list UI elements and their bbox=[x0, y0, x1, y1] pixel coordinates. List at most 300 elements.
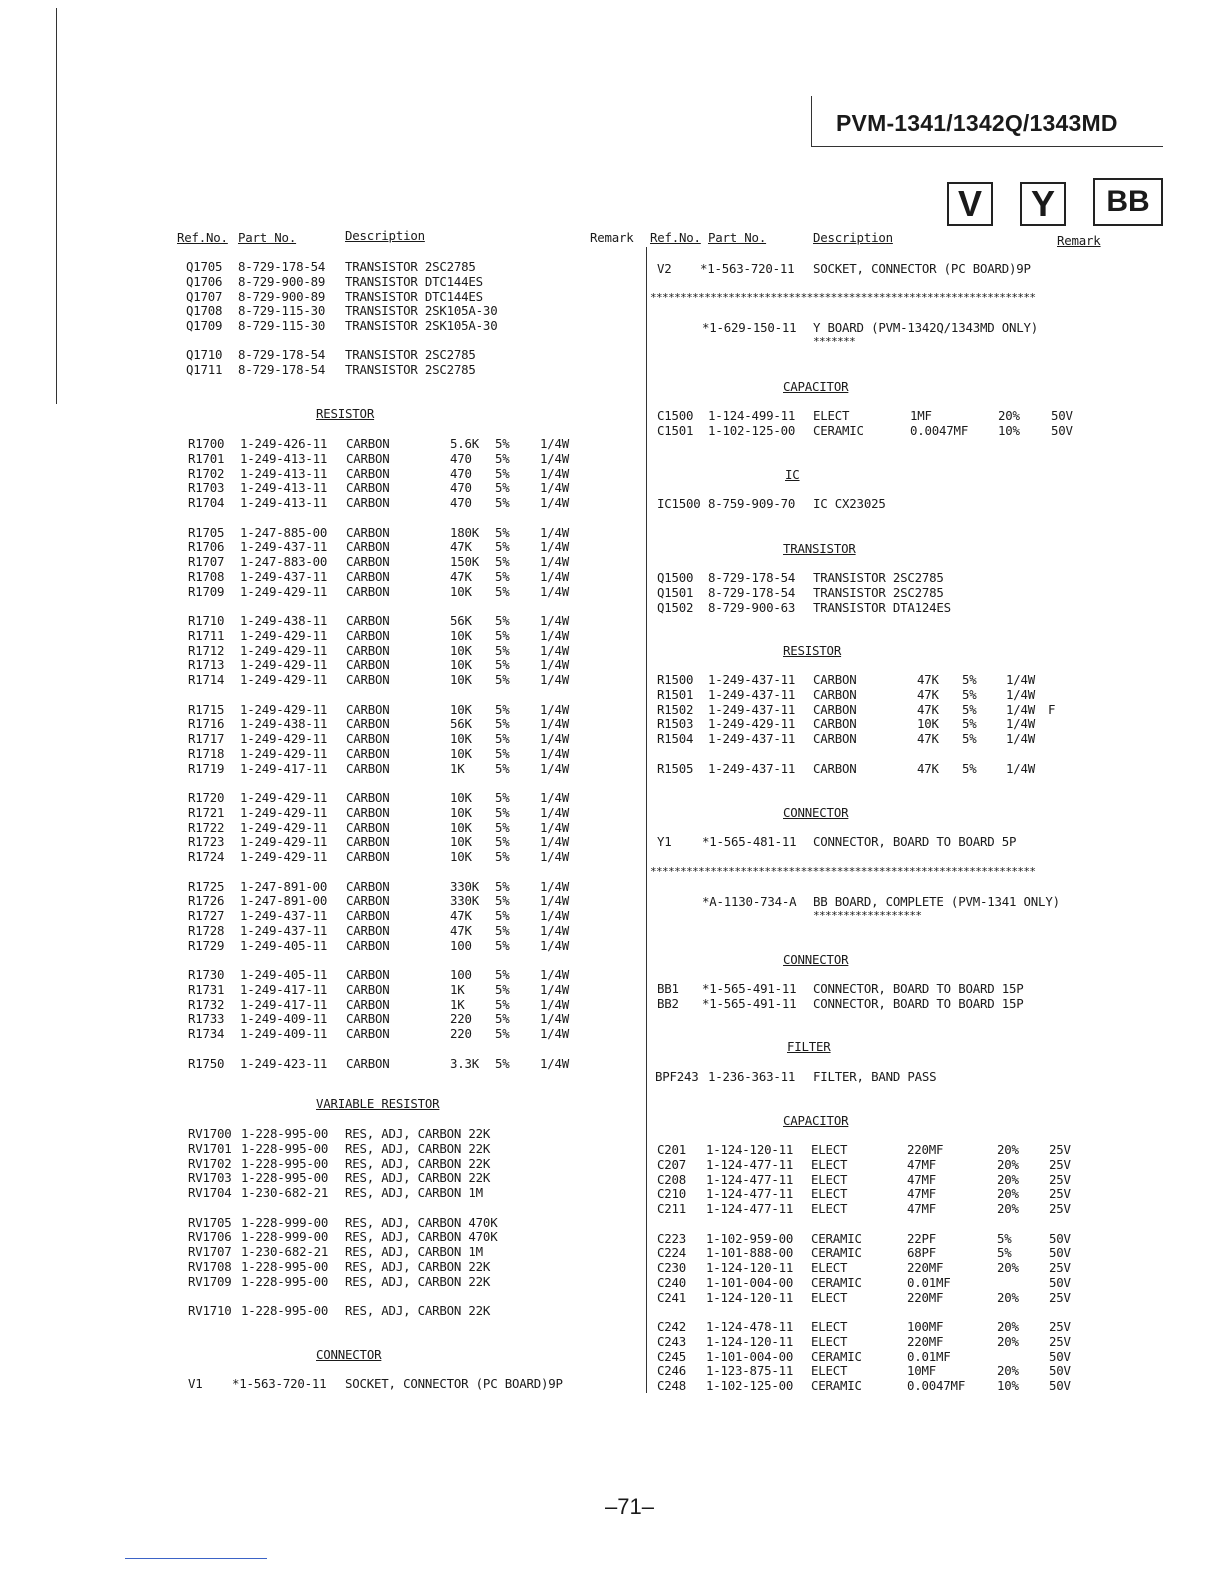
part-value: 10K bbox=[450, 701, 472, 717]
part-description: CARBON bbox=[346, 1026, 390, 1042]
part-value: 220MF bbox=[907, 1260, 944, 1276]
part-description: CERAMIC bbox=[811, 1245, 862, 1261]
part-value: 10K bbox=[450, 731, 472, 747]
part-description: RES, ADJ, CARBON 1M bbox=[345, 1244, 483, 1260]
part-number: 1-249-413-11 bbox=[240, 465, 328, 481]
part-tolerance: 5% bbox=[495, 627, 510, 643]
part-ref: C242 bbox=[657, 1319, 687, 1334]
part-number: 1-249-437-11 bbox=[708, 761, 796, 776]
part-number: 1-249-417-11 bbox=[240, 981, 328, 997]
part-number: 8-729-900-89 bbox=[238, 288, 326, 304]
part-rating: 25V bbox=[1049, 1171, 1071, 1187]
part-rating: 50V bbox=[1049, 1230, 1071, 1246]
part-ref: R1723 bbox=[188, 834, 225, 850]
part-ref: C230 bbox=[657, 1260, 687, 1276]
part-ref: R1714 bbox=[188, 672, 225, 688]
part-tolerance: 5% bbox=[495, 1011, 510, 1027]
part-number: 1-101-004-00 bbox=[706, 1274, 794, 1290]
page-number: –71– bbox=[605, 1494, 654, 1519]
header-rule bbox=[811, 146, 1163, 147]
part-number: 1-124-120-11 bbox=[706, 1260, 794, 1276]
part-number: *1-565-491-11 bbox=[702, 995, 797, 1011]
part-tolerance: 5% bbox=[495, 893, 510, 909]
part-description: CERAMIC bbox=[811, 1274, 862, 1290]
part-description: CONNECTOR, BOARD TO BOARD 15P bbox=[813, 981, 1024, 996]
part-description: CARBON bbox=[346, 731, 390, 747]
part-description: TRANSISTOR DTC144ES bbox=[345, 273, 483, 289]
part-number: 1-249-405-11 bbox=[240, 967, 328, 982]
part-ref: R1722 bbox=[188, 819, 225, 835]
part-number: 1-249-429-11 bbox=[240, 642, 328, 658]
part-ref: R1702 bbox=[188, 465, 225, 481]
part-ref: RV1708 bbox=[188, 1258, 232, 1274]
part-description: ELECT bbox=[811, 1201, 848, 1217]
part-ref: R1731 bbox=[188, 981, 225, 997]
part-description: CERAMIC bbox=[811, 1348, 862, 1364]
part-description: ELECT bbox=[813, 408, 850, 423]
part-description: RES, ADJ, CARBON 470K bbox=[345, 1214, 498, 1230]
part-value: 0.0047MF bbox=[907, 1378, 966, 1394]
part-rating: 1/4W bbox=[540, 878, 570, 894]
part-rating: 1/4W bbox=[540, 436, 570, 451]
part-number: 1-124-477-11 bbox=[706, 1201, 794, 1217]
part-tolerance: 20% bbox=[997, 1333, 1019, 1349]
part-rating: 1/4W bbox=[1006, 686, 1036, 702]
part-description: ELECT bbox=[811, 1171, 848, 1187]
part-description: CARBON bbox=[346, 790, 390, 805]
part-value: 47K bbox=[450, 568, 472, 584]
part-rating: 25V bbox=[1049, 1142, 1071, 1157]
part-description: TRANSISTOR 2SC2785 bbox=[813, 570, 944, 585]
part-ref: R1712 bbox=[188, 642, 225, 658]
part-value: 1MF bbox=[910, 408, 932, 423]
part-ref: R1715 bbox=[188, 701, 225, 717]
part-description: CARBON bbox=[813, 761, 857, 776]
part-rating: 1/4W bbox=[540, 524, 570, 540]
part-ref: Q1710 bbox=[186, 347, 223, 362]
part-ref: V2 bbox=[657, 261, 672, 276]
part-rating: 1/4W bbox=[540, 539, 570, 555]
part-tolerance: 5% bbox=[495, 450, 510, 466]
part-tolerance: 5% bbox=[495, 1026, 510, 1042]
part-number: 1-123-875-11 bbox=[706, 1363, 794, 1379]
section-title-connector: CONNECTOR bbox=[316, 1347, 382, 1362]
part-ref: C248 bbox=[657, 1378, 687, 1394]
part-value: 330K bbox=[450, 878, 480, 894]
part-value: 1K bbox=[450, 760, 465, 776]
part-ref: R1730 bbox=[188, 967, 225, 982]
header-bar bbox=[811, 96, 812, 146]
part-description: CARBON bbox=[346, 524, 390, 540]
part-description: CARBON bbox=[346, 613, 390, 628]
part-value: 10K bbox=[450, 804, 472, 820]
part-ref: R1704 bbox=[188, 495, 225, 511]
part-tolerance: 20% bbox=[997, 1289, 1019, 1305]
model-title: PVM-1341/1342Q/1343MD bbox=[836, 110, 1118, 136]
part-ref: R1720 bbox=[188, 790, 225, 805]
part-rating: 1/4W bbox=[1006, 716, 1036, 732]
part-number: 1-247-885-00 bbox=[240, 524, 328, 540]
part-number: 1-249-429-11 bbox=[708, 716, 796, 732]
part-value: 68PF bbox=[907, 1245, 937, 1261]
part-ref: C245 bbox=[657, 1348, 687, 1364]
part-ref: R1705 bbox=[188, 524, 225, 540]
part-ref: R1729 bbox=[188, 937, 225, 953]
part-number: 8-729-115-30 bbox=[238, 303, 326, 319]
part-number: 1-228-995-00 bbox=[241, 1273, 329, 1289]
part-value: 47MF bbox=[907, 1156, 937, 1172]
part-description: IC CX23025 bbox=[813, 496, 886, 511]
part-number: 1-249-437-11 bbox=[240, 908, 328, 924]
part-tolerance: 10% bbox=[997, 1378, 1019, 1394]
part-tolerance: 5% bbox=[495, 539, 510, 555]
part-description: ELECT bbox=[811, 1260, 848, 1276]
part-number: 1-102-125-00 bbox=[708, 422, 796, 438]
part-value: 10K bbox=[450, 745, 472, 761]
part-rating: 25V bbox=[1049, 1289, 1071, 1305]
part-value: 470 bbox=[450, 450, 472, 466]
part-tolerance: 5% bbox=[495, 937, 510, 953]
part-number: 1-124-120-11 bbox=[706, 1289, 794, 1305]
part-description: CARBON bbox=[346, 539, 390, 555]
part-rating: 1/4W bbox=[540, 627, 570, 643]
part-tolerance: 5% bbox=[495, 524, 510, 540]
part-rating: 1/4W bbox=[540, 849, 570, 865]
part-number: 1-249-437-11 bbox=[240, 539, 328, 555]
part-rating: 1/4W bbox=[540, 908, 570, 924]
part-ref: R1750 bbox=[188, 1055, 225, 1071]
part-value: 10K bbox=[450, 642, 472, 658]
part-tolerance: 20% bbox=[998, 408, 1020, 423]
part-ref: Q1707 bbox=[186, 288, 223, 304]
badge-v-label: V bbox=[957, 183, 982, 224]
part-rating: 1/4W bbox=[540, 642, 570, 658]
part-ref: Q1711 bbox=[186, 361, 223, 377]
part-number: 1-249-429-11 bbox=[240, 657, 328, 673]
part-rating: 1/4W bbox=[540, 893, 570, 909]
part-number: 1-249-437-11 bbox=[708, 686, 796, 702]
separator-stars: **************************************************************** bbox=[650, 865, 1036, 878]
part-rating: 1/4W bbox=[540, 731, 570, 747]
part-tolerance: 5% bbox=[495, 981, 510, 997]
part-number: 1-228-995-00 bbox=[241, 1170, 329, 1186]
part-ref: R1733 bbox=[188, 1011, 225, 1027]
part-tolerance: 5% bbox=[962, 716, 977, 732]
part-tolerance: 20% bbox=[997, 1171, 1019, 1187]
part-description: CARBON bbox=[346, 937, 390, 953]
part-rating: 1/4W bbox=[540, 583, 570, 599]
part-number: 1-249-429-11 bbox=[240, 790, 328, 805]
part-number: 1-249-405-11 bbox=[240, 937, 328, 953]
part-description: RES, ADJ, CARBON 22K bbox=[345, 1303, 491, 1318]
part-description: CERAMIC bbox=[811, 1378, 862, 1394]
part-tolerance: 20% bbox=[997, 1201, 1019, 1217]
part-ref: R1725 bbox=[188, 878, 225, 894]
part-description: CARBON bbox=[346, 878, 390, 894]
part-description: CARBON bbox=[346, 1011, 390, 1027]
right-col-desc: Description bbox=[813, 230, 893, 245]
part-number: 1-230-682-21 bbox=[241, 1244, 329, 1260]
part-description: CARBON bbox=[813, 672, 857, 687]
part-description: CARBON bbox=[346, 642, 390, 658]
part-description: CARBON bbox=[346, 981, 390, 997]
part-ref: R1709 bbox=[188, 583, 225, 599]
part-number: 8-729-115-30 bbox=[238, 318, 326, 334]
part-description: CERAMIC bbox=[813, 422, 864, 438]
part-tolerance: 5% bbox=[997, 1245, 1012, 1261]
part-value: 220 bbox=[450, 1011, 472, 1027]
part-value: 0.0047MF bbox=[910, 422, 969, 438]
part-rating: 25V bbox=[1049, 1260, 1071, 1276]
part-value: 100 bbox=[450, 937, 472, 953]
part-ref: R1710 bbox=[188, 613, 225, 628]
part-number: 1-228-995-00 bbox=[241, 1126, 329, 1141]
part-ref: R1700 bbox=[188, 436, 225, 451]
part-description: CARBON bbox=[813, 701, 857, 717]
part-tolerance: 5% bbox=[962, 672, 977, 687]
part-number: *1-565-481-11 bbox=[702, 834, 797, 849]
part-value: 1K bbox=[450, 996, 465, 1012]
board-description: Y BOARD (PVM-1342Q/1343MD ONLY) bbox=[813, 320, 1039, 335]
part-ref: RV1703 bbox=[188, 1170, 232, 1186]
part-description: ELECT bbox=[811, 1186, 848, 1202]
part-rating: 1/4W bbox=[540, 819, 570, 835]
part-number: 1-101-004-00 bbox=[706, 1348, 794, 1364]
part-description: RES, ADJ, CARBON 22K bbox=[345, 1170, 491, 1186]
part-tolerance: 20% bbox=[997, 1363, 1019, 1379]
part-rating: 1/4W bbox=[540, 568, 570, 584]
part-tolerance: 5% bbox=[495, 922, 510, 938]
part-number: 8-729-900-63 bbox=[708, 599, 796, 615]
part-tolerance: 5% bbox=[495, 745, 510, 761]
part-ref: Q1500 bbox=[657, 570, 694, 585]
part-ref: RV1701 bbox=[188, 1140, 232, 1156]
part-value: 0.01MF bbox=[907, 1274, 951, 1290]
section-title-connector: CONNECTOR bbox=[783, 952, 849, 967]
part-ref: R1713 bbox=[188, 657, 225, 673]
part-ref: R1721 bbox=[188, 804, 225, 820]
part-rating: 1/4W bbox=[540, 657, 570, 673]
section-title-ic: IC bbox=[785, 467, 800, 482]
part-description: CARBON bbox=[346, 568, 390, 584]
part-description: SOCKET, CONNECTOR (PC BOARD)9P bbox=[813, 261, 1031, 276]
part-value: 22PF bbox=[907, 1230, 937, 1246]
part-tolerance: 5% bbox=[495, 834, 510, 850]
part-value: 220MF bbox=[907, 1289, 944, 1305]
part-description: RES, ADJ, CARBON 22K bbox=[345, 1155, 491, 1171]
part-rating: 1/4W bbox=[540, 613, 570, 628]
part-ref: Q1706 bbox=[186, 273, 223, 289]
section-title-transistor: TRANSISTOR bbox=[783, 541, 856, 556]
part-value: 470 bbox=[450, 495, 472, 511]
part-value: 56K bbox=[450, 613, 472, 628]
part-description: CARBON bbox=[346, 804, 390, 820]
part-tolerance: 5% bbox=[495, 1055, 510, 1071]
part-tolerance: 5% bbox=[495, 878, 510, 894]
part-rating: 50V bbox=[1049, 1363, 1071, 1379]
part-number: 1-249-429-11 bbox=[240, 745, 328, 761]
part-number: 1-249-423-11 bbox=[240, 1055, 328, 1071]
part-rating: 1/4W bbox=[540, 996, 570, 1012]
left-col-desc: Description bbox=[345, 228, 425, 243]
part-tolerance: 5% bbox=[495, 554, 510, 570]
part-description: RES, ADJ, CARBON 22K bbox=[345, 1126, 491, 1141]
part-tolerance: 5% bbox=[495, 701, 510, 717]
part-description: CONNECTOR, BOARD TO BOARD 5P bbox=[813, 834, 1017, 849]
part-description: TRANSISTOR 2SC2785 bbox=[345, 347, 476, 362]
part-description: RES, ADJ, CARBON 22K bbox=[345, 1258, 491, 1274]
part-number: 8-729-178-54 bbox=[238, 347, 326, 362]
part-description: CERAMIC bbox=[811, 1230, 862, 1246]
part-number: 1-101-888-00 bbox=[706, 1245, 794, 1261]
part-rating: 1/4W bbox=[540, 1011, 570, 1027]
part-number: 1-249-437-11 bbox=[708, 731, 796, 747]
part-number: 1-249-413-11 bbox=[240, 480, 328, 496]
part-value: 150K bbox=[450, 554, 480, 570]
part-ref: Q1708 bbox=[186, 303, 223, 319]
part-rating: 1/4W bbox=[540, 834, 570, 850]
part-ref: RV1709 bbox=[188, 1273, 232, 1289]
part-tolerance: 5% bbox=[495, 568, 510, 584]
part-ref: IC1500 bbox=[657, 496, 701, 511]
part-number: 1-247-883-00 bbox=[240, 554, 328, 570]
part-ref: BB2 bbox=[657, 995, 679, 1011]
part-ref: RV1710 bbox=[188, 1303, 232, 1318]
part-ref: R1719 bbox=[188, 760, 225, 776]
part-ref: R1711 bbox=[188, 627, 225, 643]
board-description: BB BOARD, COMPLETE (PVM-1341 ONLY) bbox=[813, 894, 1060, 909]
part-tolerance: 20% bbox=[997, 1156, 1019, 1172]
part-ref: C246 bbox=[657, 1363, 687, 1379]
part-value: 10K bbox=[450, 790, 472, 805]
part-ref: C207 bbox=[657, 1156, 687, 1172]
part-ref: R1734 bbox=[188, 1026, 225, 1042]
part-value: 330K bbox=[450, 893, 480, 909]
part-value: 10K bbox=[917, 716, 939, 732]
part-ref: R1504 bbox=[657, 731, 694, 747]
separator-stars: **************************************************************** bbox=[650, 291, 1036, 304]
part-rating: 25V bbox=[1049, 1186, 1071, 1202]
badge-bb bbox=[1093, 178, 1163, 226]
part-number: 1-249-437-11 bbox=[708, 701, 796, 717]
part-rating: 25V bbox=[1049, 1156, 1071, 1172]
part-value: 1K bbox=[450, 981, 465, 997]
part-ref: R1501 bbox=[657, 686, 694, 702]
part-value: 10K bbox=[450, 834, 472, 850]
part-number: 1-228-999-00 bbox=[241, 1229, 329, 1245]
scan-bottom-line bbox=[125, 1558, 267, 1559]
section-title-capacitor: CAPACITOR bbox=[783, 1113, 849, 1128]
part-description: CARBON bbox=[813, 731, 857, 747]
part-rating: 1/4W bbox=[540, 495, 570, 511]
part-number: 1-249-437-11 bbox=[708, 672, 796, 687]
part-value: 47MF bbox=[907, 1171, 937, 1187]
part-tolerance: 5% bbox=[495, 716, 510, 732]
part-number: 8-729-178-54 bbox=[708, 584, 796, 600]
part-description: CONNECTOR, BOARD TO BOARD 15P bbox=[813, 995, 1024, 1011]
part-number: 1-249-438-11 bbox=[240, 716, 328, 732]
part-number: 8-729-178-54 bbox=[238, 259, 326, 274]
part-number: 1-249-429-11 bbox=[240, 834, 328, 850]
part-description: CARBON bbox=[346, 849, 390, 865]
part-tolerance: 5% bbox=[495, 819, 510, 835]
part-description: CARBON bbox=[346, 436, 390, 451]
part-description: CARBON bbox=[346, 996, 390, 1012]
part-rating: 1/4W bbox=[540, 701, 570, 717]
part-tolerance: 5% bbox=[495, 436, 510, 451]
part-number: 1-230-682-21 bbox=[241, 1185, 329, 1201]
part-ref: C208 bbox=[657, 1171, 687, 1187]
part-ref: R1726 bbox=[188, 893, 225, 909]
part-tolerance: 5% bbox=[495, 849, 510, 865]
part-number: 1-228-999-00 bbox=[241, 1214, 329, 1230]
part-number: 1-249-429-11 bbox=[240, 627, 328, 643]
part-rating: 1/4W bbox=[1006, 731, 1036, 747]
part-ref: R1706 bbox=[188, 539, 225, 555]
part-description: CARBON bbox=[346, 480, 390, 496]
part-tolerance: 5% bbox=[495, 495, 510, 511]
board-part-number: *1-629-150-11 bbox=[702, 320, 797, 335]
part-number: 1-249-438-11 bbox=[240, 613, 328, 628]
part-number: 1-249-413-11 bbox=[240, 495, 328, 511]
part-description: CARBON bbox=[346, 450, 390, 466]
part-ref: C1500 bbox=[657, 408, 694, 423]
part-ref: R1717 bbox=[188, 731, 225, 747]
left-col-ref: Ref.No. bbox=[177, 230, 228, 245]
section-title-resistor: RESISTOR bbox=[783, 643, 842, 658]
part-description: RES, ADJ, CARBON 22K bbox=[345, 1273, 491, 1289]
part-ref: C224 bbox=[657, 1245, 687, 1261]
part-ref: C1501 bbox=[657, 422, 694, 438]
part-remark: F bbox=[1048, 701, 1056, 717]
board-underline-stars: ******* bbox=[813, 335, 856, 348]
part-description: TRANSISTOR 2SC2785 bbox=[345, 259, 476, 274]
part-number: 1-249-417-11 bbox=[240, 760, 328, 776]
part-number: 1-124-477-11 bbox=[706, 1171, 794, 1187]
badge-y bbox=[1020, 182, 1066, 226]
part-number: 1-249-417-11 bbox=[240, 996, 328, 1012]
part-ref: Q1502 bbox=[657, 599, 694, 615]
part-ref: R1727 bbox=[188, 908, 225, 924]
part-ref: R1708 bbox=[188, 568, 225, 584]
part-value: 10K bbox=[450, 627, 472, 643]
part-number: 1-249-429-11 bbox=[240, 804, 328, 820]
part-ref: R1502 bbox=[657, 701, 694, 717]
part-rating: 1/4W bbox=[540, 1055, 570, 1071]
part-tolerance: 5% bbox=[495, 657, 510, 673]
part-tolerance: 10% bbox=[998, 422, 1020, 438]
part-number: 1-124-120-11 bbox=[706, 1333, 794, 1349]
part-description: TRANSISTOR DTC144ES bbox=[345, 288, 483, 304]
part-description: ELECT bbox=[811, 1156, 848, 1172]
part-description: CARBON bbox=[346, 716, 390, 732]
part-description: CARBON bbox=[346, 554, 390, 570]
part-number: 1-249-409-11 bbox=[240, 1026, 328, 1042]
part-value: 100MF bbox=[907, 1319, 944, 1334]
part-number: *1-565-491-11 bbox=[702, 981, 797, 996]
part-value: 10MF bbox=[907, 1363, 937, 1379]
part-number: 1-228-995-00 bbox=[241, 1155, 329, 1171]
part-rating: 50V bbox=[1051, 408, 1073, 423]
part-rating: 1/4W bbox=[1006, 761, 1036, 776]
part-value: 3.3K bbox=[450, 1055, 480, 1071]
part-rating: 1/4W bbox=[540, 790, 570, 805]
board-underline-stars: ****************** bbox=[813, 909, 922, 922]
part-tolerance: 5% bbox=[495, 642, 510, 658]
part-number: *1-563-720-11 bbox=[232, 1376, 327, 1391]
part-number: 1-102-959-00 bbox=[706, 1230, 794, 1246]
part-rating: 1/4W bbox=[540, 480, 570, 496]
